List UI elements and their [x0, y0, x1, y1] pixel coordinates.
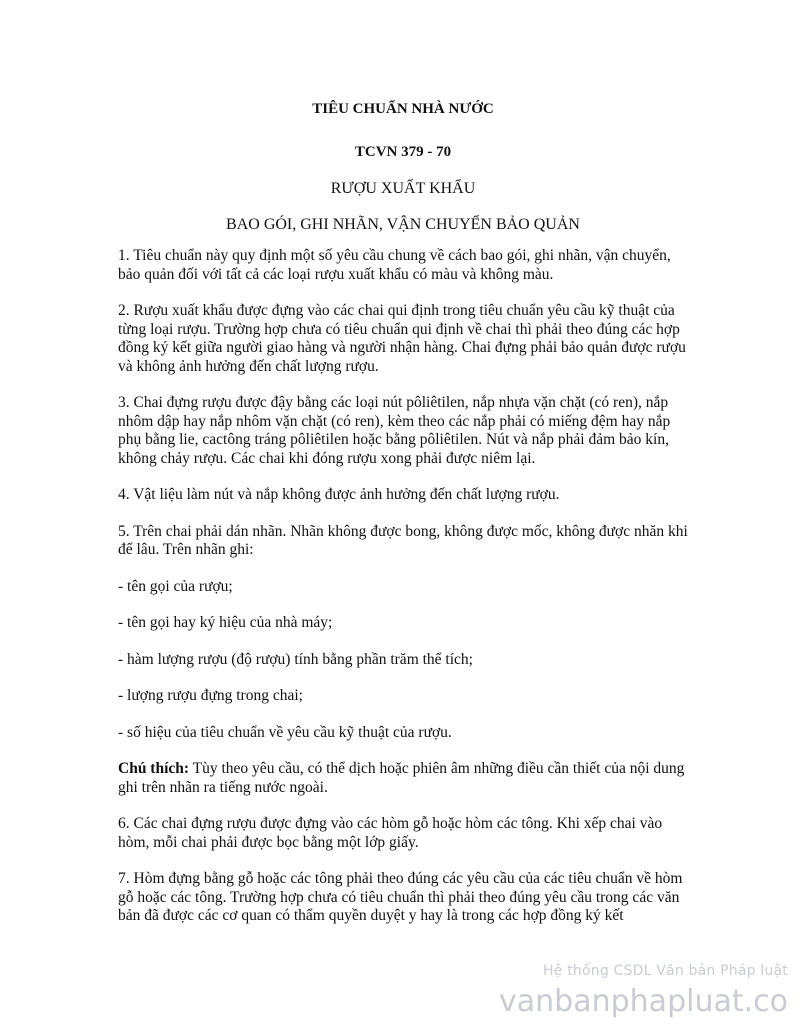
paragraph-5: 5. Trên chai phải dán nhãn. Nhãn không được bong, không được mốc, không được nhăn khi để lâu. Trên nhãn ghi: — [118, 522, 688, 558]
paragraph-4: 4. Vật liệu làm nút và nắp không được ảnh hưởng đến chất lượng rượu. — [118, 486, 560, 503]
standard-code: TCVN 379 - 70 — [354, 144, 452, 160]
body-text — [118, 247, 688, 926]
paragraph-1: 1. Tiêu chuẩn này quy định một số yêu cầu chung về cách bao gói, ghi nhãn, vận chuyển, bảo quản đối với tất cả các loại rượu xuất khẩu có màu và không màu. — [118, 247, 671, 283]
label-item-factory: - tên gọi hay ký hiệu của nhà máy; — [118, 614, 333, 631]
note-label: Chú thích: — [118, 760, 190, 777]
paragraph-7: 7. Hòm đựng bằng gỗ hoặc các tông phải theo đúng các yêu cầu của các tiêu chuẩn về hòm gỗ hoặc các tông. Trường hợp chưa có tiêu chuẩn thì phải theo đúng yêu cầu trong các văn bản đã được các cơ quan có thẩm quyền duyệt y hay là trong các hợp đồng ký kết — [118, 870, 683, 924]
document-subject: RƯỢU XUẤT KHẨU — [330, 180, 476, 197]
note-text: Tùy theo yêu cầu, có thể dịch hoặc phiên âm những điều cần thiết của nội dung ghi trên nhãn ra tiếng nước ngoài. — [118, 760, 685, 796]
document-title: TIÊU CHUẨN NHÀ NƯỚC — [312, 101, 494, 117]
note-paragraph — [118, 760, 688, 797]
label-item-name: - tên gọi của rượu; — [118, 577, 233, 595]
title-block — [118, 100, 688, 234]
label-item-standard-number: - số hiệu của tiêu chuẩn về yêu cầu kỹ thuật của rượu. — [118, 723, 452, 741]
paragraph-3: 3. Chai đựng rượu được đậy bằng các loại nút pôliêtilen, nắp nhựa vặn chặt (có ren), nắp nhôm dập hay nắp nhôm vặn chặt (có ren), kèm theo các nắp phải có miếng đệm hay nắp phụ bằng lie, cactông tráng pôliêtilen hoặc bằng pôliêtilen. Nút và nắp phải đảm bảo kín, không chảy rượu. Các chai khi đóng rượu xong phải được niêm lại. — [118, 394, 671, 467]
watermark-line-1: Hệ thống CSDL Văn bản Pháp luật — [543, 963, 788, 979]
watermark — [499, 962, 788, 1022]
document-subtitle: BAO GÓI, GHI NHÃN, VẬN CHUYỂN BẢO QUẢN — [226, 216, 580, 233]
watermark-site: vanbanphapluat.co — [499, 984, 788, 1019]
label-item-volume: - lượng rượu đựng trong chai; — [118, 687, 303, 704]
paragraph-2: 2. Rượu xuất khẩu được đựng vào các chai qui định trong tiêu chuẩn yêu cầu kỹ thuật của từng loại rượu. Trường hợp chưa có tiêu chuẩn qui định về chai thì phải theo đúng các hợp đồng ký kết giữa người giao hàng và người nhận hàng. Chai đựng phải bảo quản được rượu và không ảnh hưởng đến chất lượng rượu. — [118, 302, 686, 375]
label-item-alcohol-content: - hàm lượng rượu (độ rượu) tính bằng phần trăm thể tích; — [118, 650, 473, 668]
paragraph-6: 6. Các chai đựng rượu được đựng vào các hòm gỗ hoặc hòm các tông. Khi xếp chai vào hòm, mỗi chai phải được bọc bằng một lớp giấy. — [118, 815, 663, 851]
document-page — [118, 100, 688, 944]
